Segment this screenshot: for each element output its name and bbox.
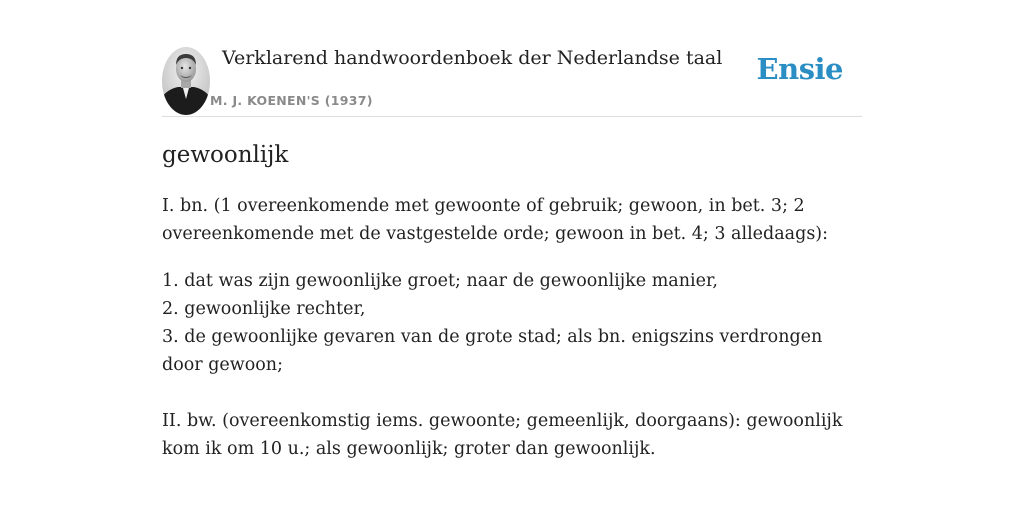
- portrait-icon: [162, 47, 210, 115]
- example-1: 1. dat was zijn gewoonlijke groet; naar de gewoonlijke manier,: [162, 271, 718, 291]
- definition-1: I. bn. (1 overeenkomende met gewoonte of gebruik; gewoon, in bet. 3; 2 overeenkomende met de vastgestelde orde; gewoon in bet. 4; 3 alledaags):: [162, 196, 829, 244]
- headword: gewoonlijk: [162, 142, 289, 168]
- book-author: M. J. KOENEN'S (1937): [210, 93, 373, 108]
- brand-logo[interactable]: Ensie: [756, 52, 843, 86]
- page: [162, 0, 862, 512]
- entry-content: [162, 192, 862, 463]
- example-2: 2. gewoonlijke rechter,: [162, 299, 366, 319]
- example-3: 3. de gewoonlijke gevaren van de grote stad; als bn. enigszins verdrongen door gewoon;: [162, 327, 823, 375]
- book-title[interactable]: Verklarend handwoordenboek der Nederlandse taal: [222, 47, 723, 69]
- header: [162, 0, 862, 117]
- definition-2: II. bw. (overeenkomstig iems. gewoonte; gemeenlijk, doorgaans): gewoonlijk kom ik om 10 u.; als gewoonlijk; groter dan gewoonlijk.: [162, 411, 843, 459]
